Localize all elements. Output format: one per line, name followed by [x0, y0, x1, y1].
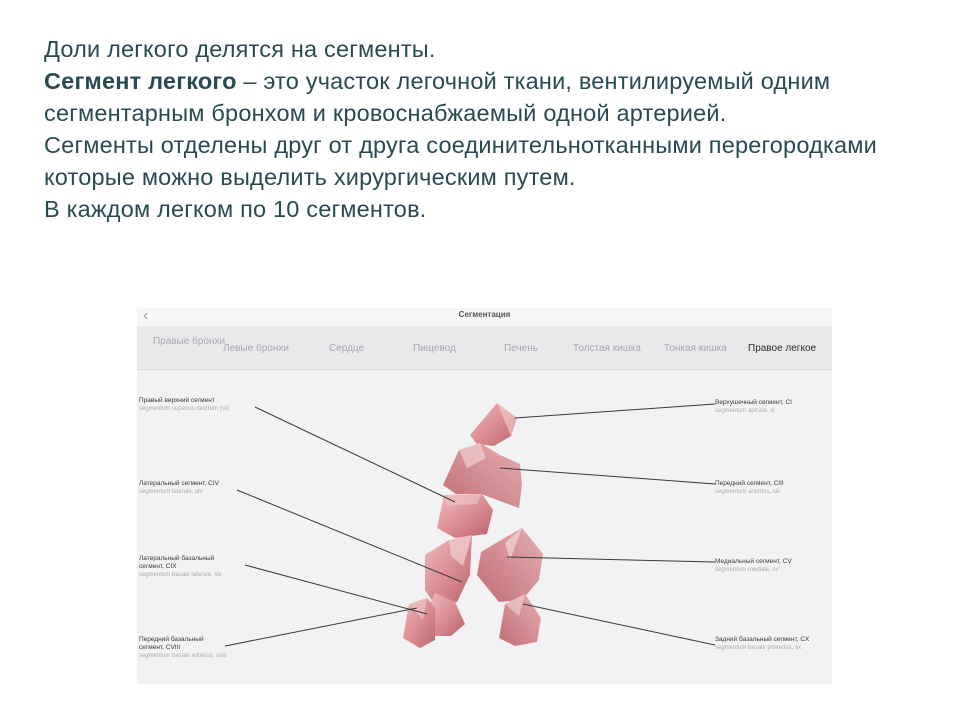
leader-line-apical [515, 404, 715, 418]
intro-line: Доли легкого делятся на сегменты. [44, 36, 436, 62]
segmentation-app-screenshot [137, 308, 832, 684]
label-lateral-basal-segment: Латеральный базальный сегмент, CIX segmentum basale laterale, six [139, 555, 222, 578]
definition-paragraph [44, 65, 924, 129]
label-lateral-segment: Латеральный сегмент, CIV segmentum laterale, siv [139, 480, 219, 495]
definition-text: – это участок легочной ткани, вентилируемый одним сегментарным бронхом и кровоснабжаемый одной артерией. [44, 68, 831, 126]
label-apical-segment: Верхушечный сегмент, CI segmentum apicale, si [715, 399, 792, 414]
segment-medial-middle[interactable] [477, 528, 543, 602]
segment-posterior-upper[interactable] [437, 494, 493, 538]
label-anterior-basal-segment: Передний базальный сегмент, CVIII segmentum basale anterius, sviii [139, 636, 227, 659]
label-medial-segment: Медиальный сегмент, CV segmentum mediale, sv [715, 558, 792, 573]
slide-text [44, 33, 924, 225]
label-anterior-segment: Передний сегмент, CIII segmentum anterius, siii [715, 480, 784, 495]
tab-small-intestine[interactable]: Тонкая кишка [664, 343, 727, 354]
segment-count-paragraph: В каждом легком по 10 сегментов. [44, 196, 427, 222]
tab-large-intestine[interactable]: Толстая кишка [573, 343, 641, 354]
segment-apical[interactable] [470, 403, 517, 446]
chevron-left-icon[interactable]: ‹ [143, 308, 149, 324]
tab-right-bronchi[interactable]: Правые бронхи [153, 336, 226, 347]
tab-esophagus[interactable]: Пищевод [413, 343, 456, 354]
label-upper-segment: Правый верхний сегмент segmentum superius dextrum (sii) [139, 397, 230, 412]
leader-line-lateral-basal [245, 565, 427, 614]
leader-line-anterior [500, 468, 715, 484]
segment-viewer[interactable] [137, 370, 832, 684]
leader-line-posterior-basal [523, 604, 715, 645]
leader-line-anterior-basal [225, 608, 417, 646]
nav-bar [137, 308, 832, 326]
tab-heart[interactable]: Сердце [329, 343, 365, 354]
tab-left-bronchi[interactable]: Левые бронхи [223, 343, 289, 354]
screen-title: Сегментация [458, 310, 511, 319]
segment-posterior-basal[interactable] [499, 594, 541, 646]
organ-tabs [137, 326, 832, 370]
tab-right-lung[interactable]: Правое легкое [748, 343, 817, 354]
tab-liver[interactable]: Печень [504, 343, 538, 354]
label-posterior-basal-segment: Задний базальный сегмент, CX segmentum basale posterius, sx [715, 636, 810, 651]
leader-line-lateral [237, 490, 462, 582]
definition-term: Сегмент легкого [44, 68, 237, 94]
leader-line-upper [255, 407, 455, 502]
septa-paragraph: Сегменты отделены друг от друга соединительнотканными перегородками которые можно выделить хирургическим путем. [44, 132, 877, 190]
segment-anterior-basal[interactable] [403, 598, 435, 648]
